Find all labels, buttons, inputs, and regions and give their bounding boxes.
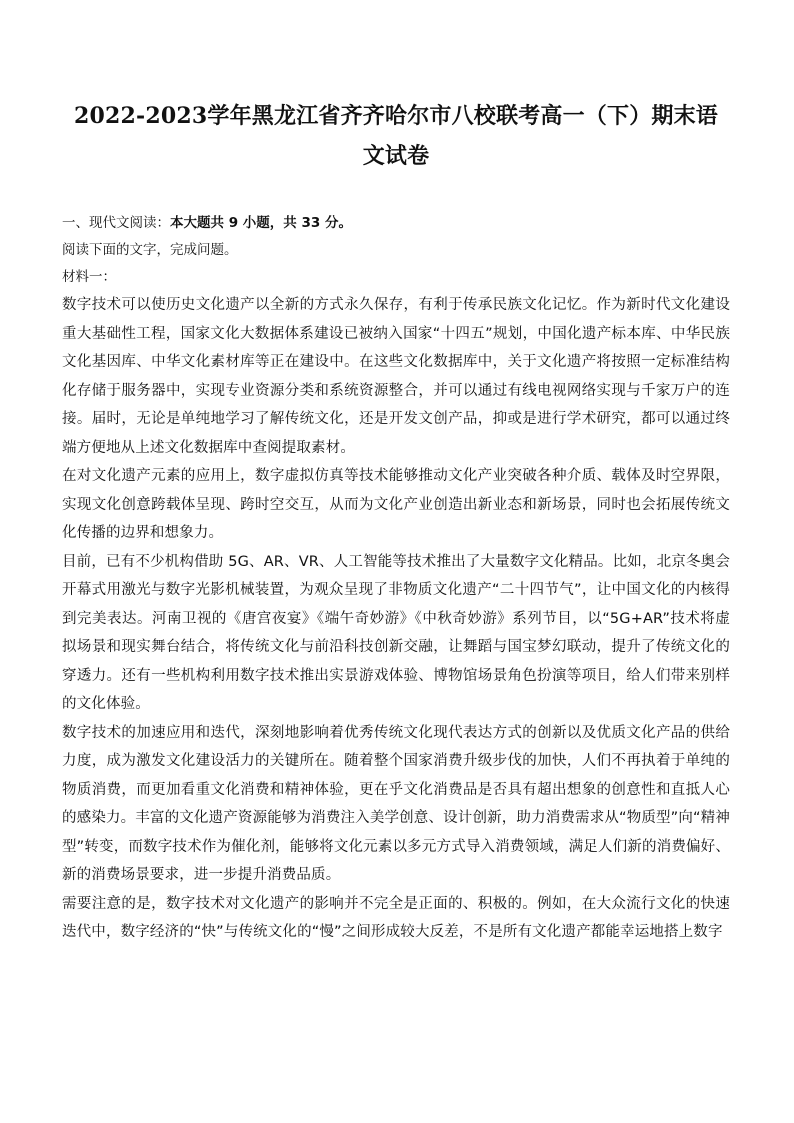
paragraph: 在对文化遗产元素的应用上，数字虚拟仿真等技术能够推动文化产业突破各种介质、载体及时空界限，实现文化创意跨载体呈现、跨时空交互，从而为文化产业创造出新业态和新场景，同时也会拓展传统文化传播的边界和想象力。 (62, 468, 730, 541)
section-info: 本大题共 9 小题，共 33 分。 (170, 215, 352, 231)
section-label: 一、现代文阅读： (62, 215, 170, 231)
paragraph: 目前，已有不少机构借助 5G、AR、VR、人工智能等技术推出了大量数字文化精品。比如，北京冬奥会开幕式用激光与数字光影机械装置，为观众呈现了非物质文化遗产“二十四节气”，让中国文化的内核得到完美表达。河南卫视的《唐宫夜宴》《端午奇妙游》《中秋奇妙游》系列节目，以“5G+AR”技术将虚拟场景和现实舞台结合，将传统文化与前沿科技创新交融，让舞蹈与国宝梦幻联动，提升了传统文化的穿透力。还有一些机构利用数字技术推出实景游戏体验、博物馆场景角色扮演等项目，给人们带来别样的文化体验。 (62, 553, 730, 712)
material-label: 材料一： (62, 269, 116, 285)
section-heading (62, 210, 730, 237)
exam-page (62, 96, 730, 947)
paragraph: 数字技术的加速应用和迭代，深刻地影响着优秀传统文化现代表达方式的创新以及优质文化产品的供给力度，成为激发文化建设活力的关键所在。随着整个国家消费升级步伐的加快，人们不再执着于单纯的物质消费，而更加看重文化消费和精神体验，更在乎文化消费品是否具有超出想象的创意性和直抵人心的感染力。丰富的文化遗产资源能够为消费注入美学创意、设计创新，助力消费需求从“物质型”向“精神型”转变，而数字技术作为催化剂，能够将文化元素以多元方式导入消费领域，满足人们新的消费偏好、新的消费场景要求，进一步提升消费品质。 (62, 724, 730, 883)
paragraph: 数字技术可以使历史文化遗产以全新的方式永久保存，有利于传承民族文化记忆。作为新时代文化建设重大基础性工程，国家文化大数据体系建设已被纳入国家“十四五”规划，中国化遗产标本库、中华民族文化基因库、中华文化素材库等正在建设中。在这些文化数据库中，关于文化遗产将按照一定标准结构化存储于服务器中，实现专业资源分类和系统资源整合，并可以通过有线电视网络实现与千家万户的连接。届时，无论是单纯地学习了解传统文化，还是开发文创产品，抑或是进行学术研究，都可以通过终端方便地从上述文化数据库中查阅提取素材。 (62, 297, 730, 456)
document-title: 2022-2023学年黑龙江省齐齐哈尔市八校联考高一（下）期末语文试卷 (74, 103, 718, 169)
instruction-text: 阅读下面的文字，完成问题。 (62, 242, 238, 258)
paragraph: 需要注意的是，数字技术对文化遗产的影响并不完全是正面的、积极的。例如，在大众流行文化的快速迭代中，数字经济的“快”与传统文化的“慢”之间形成较大反差，不是所有文化遗产都能幸运地搭上数字 (62, 895, 730, 940)
